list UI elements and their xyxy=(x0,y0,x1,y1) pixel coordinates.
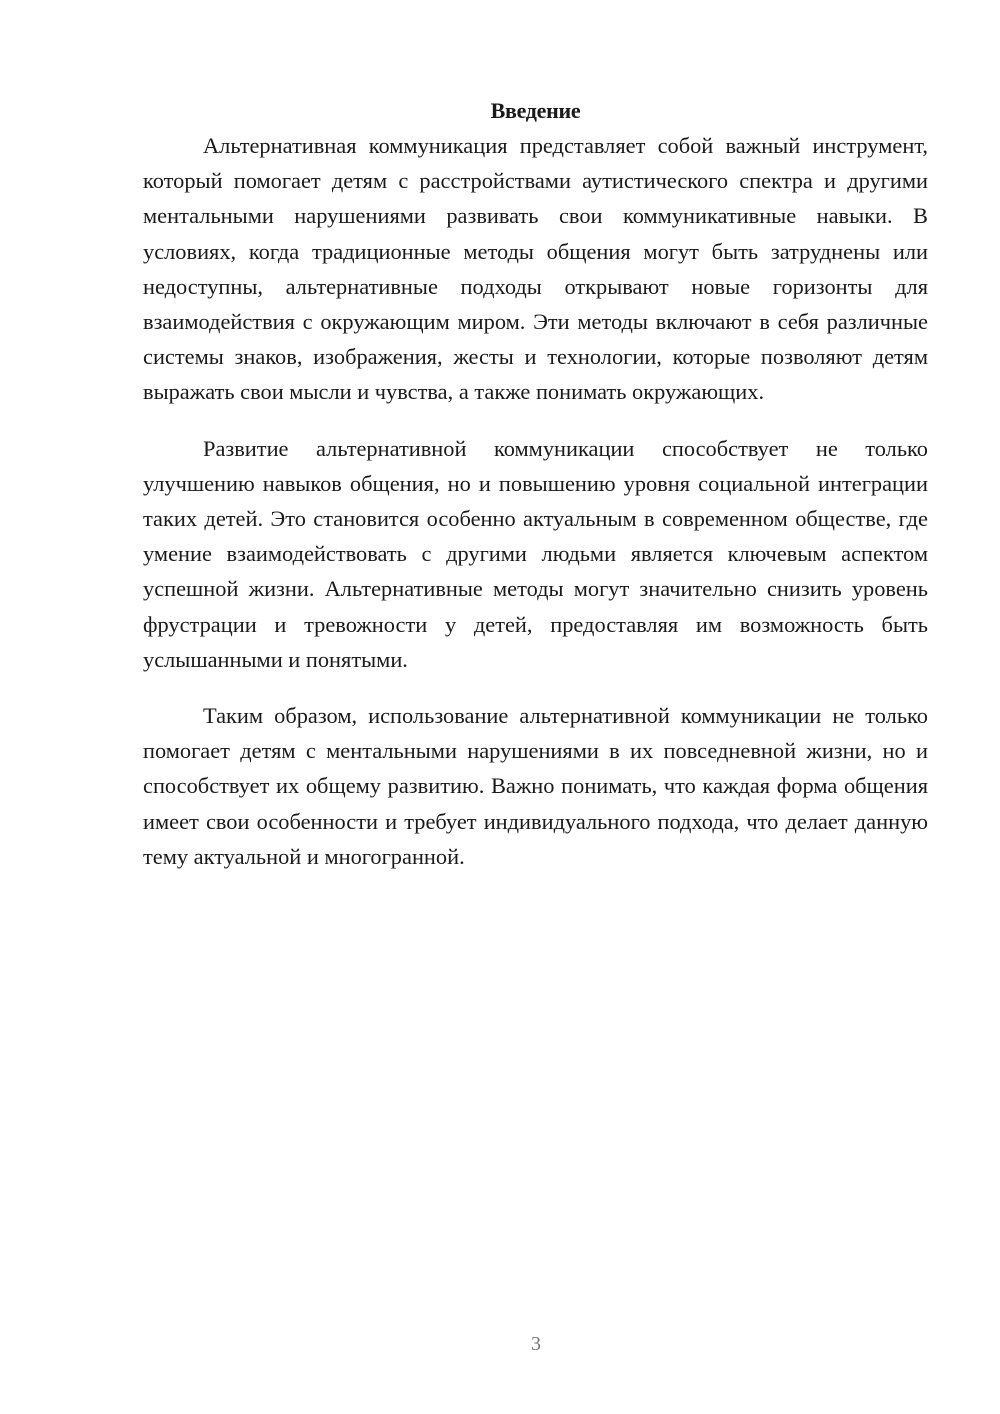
page-content xyxy=(143,93,928,874)
paragraph-2: Развитие альтернативной коммуникации способствует не только улучшению навыков общения, но и повышению уровня социальной интеграции таких детей. Это становится особенно актуальным в современном обществе, где умение взаимодействовать с другими людьми является ключевым аспектом успешной жизни. Альтернативные методы могут значительно снизить уровень фрустрации и тревожности у детей, предоставляя им возможность быть услышанными и понятыми. xyxy=(143,435,928,672)
paragraph-1: Альтернативная коммуникация представляет собой важный инструмент, который помогает детям с расстройствами аутистического спектра и другими ментальными нарушениями развивать свои коммуникативные навыки. В условиях, когда традиционные методы общения могут быть затруднены или недоступны, альтернативные подходы открывают новые горизонты для взаимодействия с окружающим миром. Эти методы включают в себя различные системы знаков, изображения, жесты и технологии, которые позволяют детям выражать свои мысли и чувства, а также понимать окружающих. xyxy=(143,133,928,405)
paragraph-3: Таким образом, использование альтернативной коммуникации не только помогает детям с ментальными нарушениями в их повседневной жизни, но и способствует их общему развитию. Важно понимать, что каждая форма общения имеет свои особенности и требует индивидуального подхода, что делает данную тему актуальной и многогранной. xyxy=(143,703,928,869)
section-title: Введение xyxy=(490,98,581,123)
page-number: 3 xyxy=(531,1333,541,1355)
